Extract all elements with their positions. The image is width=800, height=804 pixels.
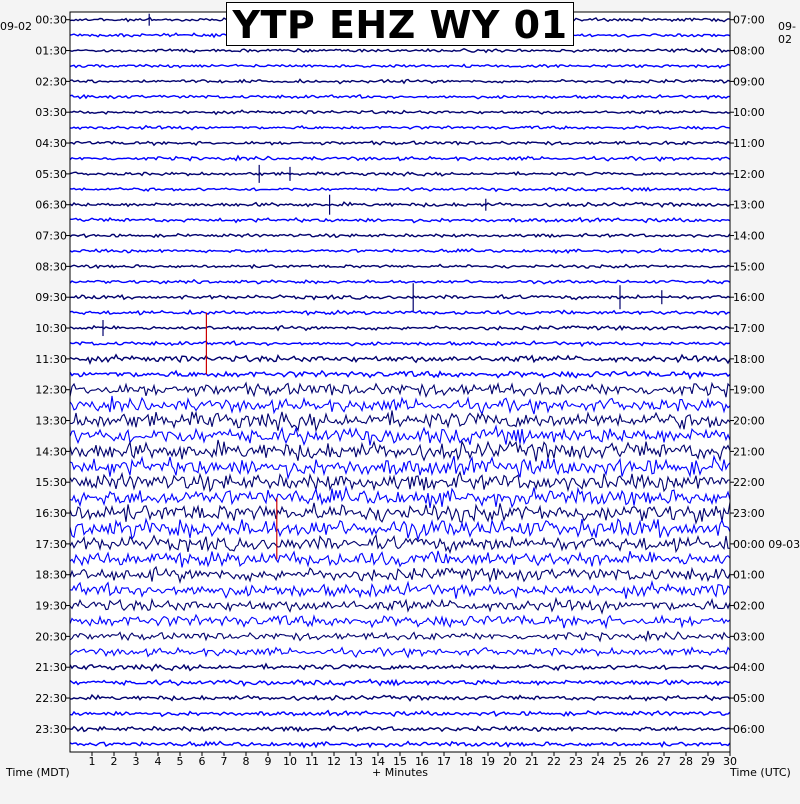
- left-tick-label: 18:30: [35, 568, 67, 582]
- left-tick-label: 11:30: [35, 352, 67, 366]
- x-tick-label: 14: [371, 755, 385, 768]
- x-tick-label: 24: [591, 755, 605, 768]
- x-tick-label: 13: [349, 755, 363, 768]
- right-tick-label: 01:00: [733, 568, 765, 582]
- start-date-label: 09-02: [0, 20, 32, 33]
- right-tick-label: 17:00: [733, 322, 765, 336]
- x-tick-label: 5: [176, 755, 184, 768]
- right-tick-label: 07:00: [733, 13, 765, 27]
- x-tick-label: 7: [220, 755, 228, 768]
- right-tick-label: 00:00 09-03: [733, 537, 800, 551]
- left-tick-label: 01:30: [35, 44, 67, 58]
- left-tick-label: 04:30: [35, 137, 67, 151]
- x-tick-label: 12: [327, 755, 341, 768]
- right-tick-label: 16:00: [733, 291, 765, 305]
- x-tick-label: 8: [242, 755, 250, 768]
- x-tick-label: 6: [198, 755, 206, 768]
- right-tick-label: 14:00: [733, 229, 765, 243]
- left-tick-label: 14:30: [35, 445, 67, 459]
- x-tick-label: 17: [437, 755, 451, 768]
- left-tick-label: 20:30: [35, 630, 67, 644]
- left-tick-label: 03:30: [35, 106, 67, 120]
- start-date-label-right: 09-02: [778, 20, 796, 46]
- x-tick-label: 25: [613, 755, 627, 768]
- left-tick-label: 17:30: [35, 537, 67, 551]
- right-tick-label: 09:00: [733, 75, 765, 89]
- x-tick-label: 11: [305, 755, 319, 768]
- left-tick-label: 12:30: [35, 383, 67, 397]
- left-tick-label: 16:30: [35, 507, 67, 521]
- left-tick-label: 02:30: [35, 75, 67, 89]
- right-tick-label: 11:00: [733, 137, 765, 151]
- x-tick-label: 4: [154, 755, 162, 768]
- right-tick-label: 08:00: [733, 44, 765, 58]
- x-tick-label: 23: [569, 755, 583, 768]
- x-tick-label: 30: [723, 755, 737, 768]
- right-tick-label: 13:00: [733, 198, 765, 212]
- right-tick-label: 22:00: [733, 476, 765, 490]
- right-tick-label: 05:00: [733, 692, 765, 706]
- bottom-axis-label: + Minutes: [372, 766, 429, 779]
- right-axis-label: Time (UTC): [730, 766, 791, 779]
- x-tick-label: 15: [393, 755, 407, 768]
- left-tick-label: 19:30: [35, 599, 67, 613]
- plot-area: [70, 12, 730, 752]
- x-tick-label: 28: [679, 755, 693, 768]
- x-tick-label: 27: [657, 755, 671, 768]
- right-tick-label: 10:00: [733, 106, 765, 120]
- right-tick-label: 04:00: [733, 661, 765, 675]
- left-tick-label: 06:30: [35, 198, 67, 212]
- left-tick-label: 07:30: [35, 229, 67, 243]
- left-tick-label: 00:30: [35, 13, 67, 27]
- right-tick-label: 06:00: [733, 722, 765, 736]
- x-tick-label: 9: [264, 755, 272, 768]
- x-tick-label: 22: [547, 755, 561, 768]
- x-tick-label: 10: [283, 755, 297, 768]
- left-tick-label: 05:30: [35, 167, 67, 181]
- x-tick-label: 29: [701, 755, 715, 768]
- station-title: YTP EHZ WY 01: [226, 2, 574, 46]
- right-tick-label: 21:00: [733, 445, 765, 459]
- x-tick-label: 16: [415, 755, 429, 768]
- right-tick-label: 12:00: [733, 167, 765, 181]
- left-tick-label: 21:30: [35, 661, 67, 675]
- right-tick-label: 03:00: [733, 630, 765, 644]
- left-axis-label: Time (MDT): [6, 766, 70, 779]
- x-tick-label: 1: [88, 755, 96, 768]
- right-tick-label: 02:00: [733, 599, 765, 613]
- x-tick-label: 20: [503, 755, 517, 768]
- right-tick-label: 20:00: [733, 414, 765, 428]
- x-tick-label: 19: [481, 755, 495, 768]
- x-tick-label: 3: [132, 755, 140, 768]
- x-tick-label: 18: [459, 755, 473, 768]
- left-tick-label: 08:30: [35, 260, 67, 274]
- left-tick-label: 15:30: [35, 476, 67, 490]
- left-tick-label: 13:30: [35, 414, 67, 428]
- right-tick-label: 19:00: [733, 383, 765, 397]
- right-tick-label: 15:00: [733, 260, 765, 274]
- left-tick-label: 23:30: [35, 722, 67, 736]
- left-tick-label: 10:30: [35, 322, 67, 336]
- right-tick-label: 18:00: [733, 352, 765, 366]
- right-tick-label: 23:00: [733, 507, 765, 521]
- x-tick-label: 26: [635, 755, 649, 768]
- x-tick-label: 21: [525, 755, 539, 768]
- left-tick-label: 22:30: [35, 692, 67, 706]
- left-tick-label: 09:30: [35, 291, 67, 305]
- x-tick-label: 2: [110, 755, 118, 768]
